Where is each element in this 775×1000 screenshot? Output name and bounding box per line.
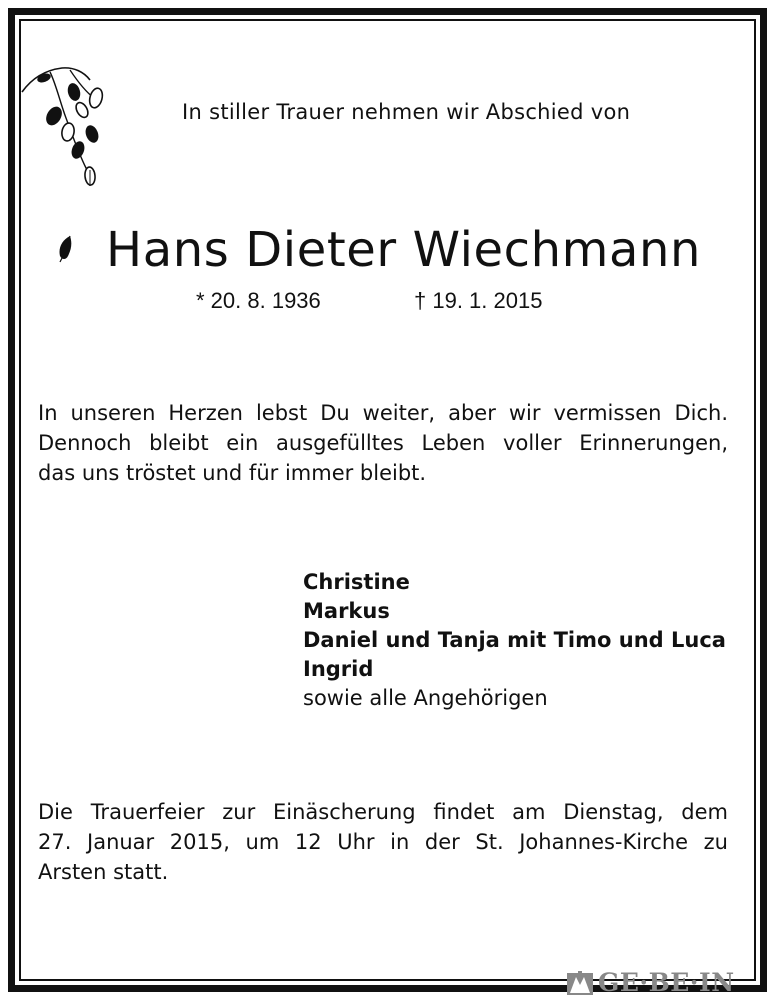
mourners-list [303,568,726,713]
mourner-name: Markus [303,599,390,623]
gebein-logo-text: GE·BE·IN [598,968,735,997]
service-line: Arsten statt. [38,860,169,884]
gebein-logo [566,968,735,998]
verse-line: das uns tröstet und für immer bleibt. [38,461,427,485]
verse-line: In unseren Herzen lebst Du weiter, aber wir vermissen Dich. [38,401,728,425]
mourner-name: Daniel und Tanja mit Timo und Luca [303,628,726,652]
mourner-name: Christine [303,570,410,594]
intro-text: In stiller Trauer nehmen wir Abschied von [182,100,631,124]
mourner-name: Ingrid [303,657,374,681]
service-line: 27. Januar 2015, um 12 Uhr in der St. Johannes-Kirche zu [38,830,728,854]
verse-line: Dennoch bleibt ein ausgefülltes Leben voller Erinnerungen, [38,431,728,455]
birch-branch-icon [20,64,110,192]
memorial-verse [38,398,728,488]
service-information [38,797,728,887]
deceased-name: Hans Dieter Wiechmann [106,222,702,278]
mourners-others: sowie alle Angehörigen [303,686,548,710]
birth-date: * 20. 8. 1936 [196,288,321,313]
death-date: † 19. 1. 2015 [414,288,543,313]
gebein-logo-icon [566,969,594,997]
leaf-icon [56,234,74,264]
service-line: Die Trauerfeier zur Einäscherung findet am Dienstag, dem [38,800,728,824]
